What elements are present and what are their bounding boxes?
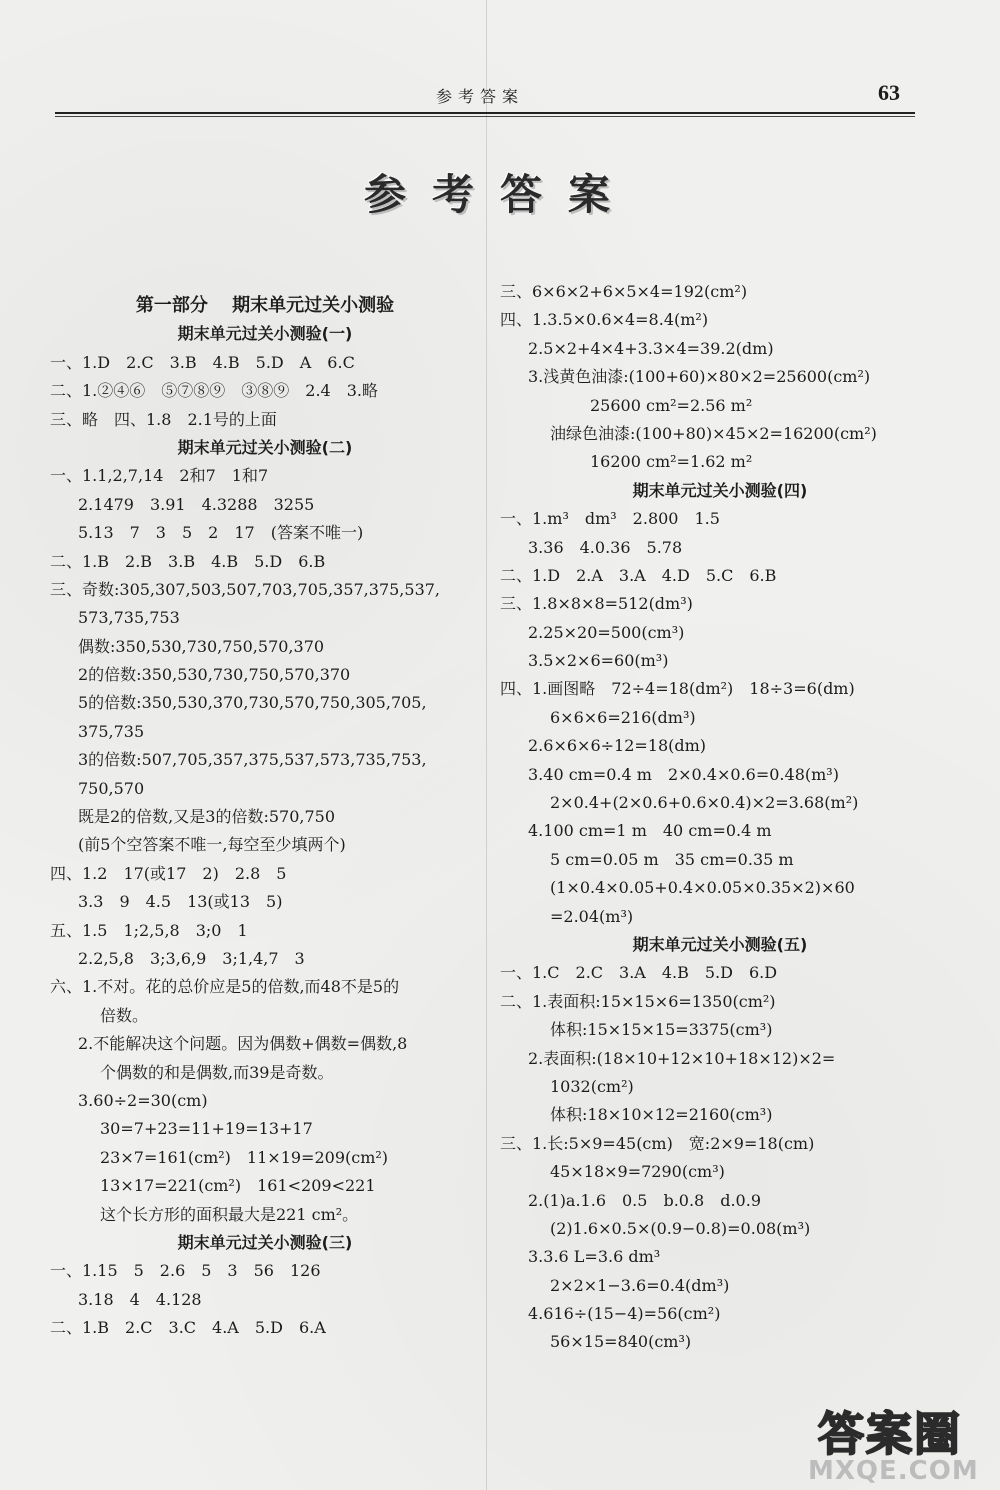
- watermark-logo: 答案圈: [818, 1407, 962, 1461]
- header-rule-thin: [55, 116, 915, 117]
- left-answer-line: 二、1.B 2.B 3.B 4.B 5.D 6.B: [50, 551, 326, 571]
- right-answer-line: 1032(cm²): [550, 1076, 634, 1096]
- left-answer-line: 3.60÷2=30(cm): [78, 1090, 208, 1110]
- left-answer-line: 二、1.B 2.C 3.C 4.A 5.D 6.A: [50, 1318, 326, 1338]
- right-answer-line: 45×18×9=7290(cm³): [550, 1162, 725, 1182]
- right-answer-line: (1×0.4×0.05+0.4×0.05×0.35×2)×60: [550, 878, 855, 898]
- right-answer-line: 3.36 4.0.36 5.78: [528, 537, 683, 557]
- right-column: [500, 278, 940, 1357]
- running-header: 参考答案: [435, 87, 524, 106]
- right-answer-line: 2×2×1−3.6=0.4(dm³): [550, 1275, 730, 1295]
- left-column: [50, 292, 480, 1342]
- right-answer-line: 四、1.画图略 72÷4=18(dm²) 18÷3=6(dm): [500, 679, 855, 699]
- left-answer-line: 30=7+23=11+19=13+17: [100, 1119, 313, 1139]
- right-answer-line: 25600 cm²=2.56 m²: [590, 395, 753, 415]
- left-answer-line: 既是2的倍数,又是3的倍数:570,750: [78, 807, 336, 827]
- right-answer-line: 2.(1)a.1.6 0.5 b.0.8 d.0.9: [528, 1190, 761, 1210]
- left-answer-line: 四、1.2 17(或17 2) 2.8 5: [50, 863, 287, 883]
- right-answer-line: 2.25×20=500(cm³): [528, 622, 685, 642]
- left-answer-line: 一、1.1,2,7,14 2和7 1和7: [50, 466, 269, 486]
- right-answer-line: 二、1.D 2.A 3.A 4.D 5.C 6.B: [500, 565, 777, 585]
- left-answer-line: 23×7=161(cm²) 11×19=209(cm²): [100, 1147, 389, 1167]
- left-answer-line: 偶数:350,530,730,750,570,370: [78, 636, 325, 656]
- right-answer-line: 体积:15×15×15=3375(cm³): [550, 1020, 773, 1040]
- right-answer-line: 4.100 cm=1 m 40 cm=0.4 m: [528, 821, 772, 841]
- page-number: 63: [878, 80, 900, 105]
- section-heading: 期末单元过关小测验(二): [177, 437, 353, 457]
- left-answer-line: 750,570: [78, 778, 145, 798]
- left-answer-line: 三、略 四、1.8 2.1号的上面: [50, 409, 277, 429]
- right-answer-line: 一、1.C 2.C 3.A 4.B 5.D 6.D: [500, 963, 778, 983]
- right-answer-line: 油绿色油漆:(100+80)×45×2=16200(cm²): [550, 423, 877, 443]
- left-answer-line: 3.18 4 4.128: [78, 1289, 202, 1309]
- left-answer-line: 3的倍数:507,705,357,375,537,573,735,753,: [78, 750, 427, 770]
- right-answer-line: 56×15=840(cm³): [550, 1332, 692, 1352]
- left-answer-line: 2.2,5,8 3;3,6,9 3;1,4,7 3: [78, 948, 305, 968]
- left-answer-line: 这个长方形的面积最大是221 cm²。: [100, 1204, 359, 1224]
- left-answer-line: 个偶数的和是偶数,而39是奇数。: [100, 1062, 334, 1082]
- header-rule: [55, 112, 915, 114]
- left-answer-line: 2的倍数:350,530,730,750,570,370: [78, 665, 351, 685]
- right-answer-line: 三、1.8×8×8=512(dm³): [500, 594, 693, 614]
- right-answer-line: 6×6×6=216(dm³): [550, 707, 696, 727]
- page-title: 参考答案: [363, 170, 636, 219]
- left-answer-line: 5的倍数:350,530,370,730,570,750,305,705,: [78, 693, 427, 713]
- right-answer-line: 5 cm=0.05 m 35 cm=0.35 m: [550, 849, 794, 869]
- left-answer-line: 倍数。: [100, 1005, 149, 1025]
- left-answer-line: 2.不能解决这个问题。因为偶数+偶数=偶数,8: [78, 1034, 408, 1054]
- section-heading: 期末单元过关小测验(三): [177, 1232, 353, 1252]
- left-answer-line: 2.1479 3.91 4.3288 3255: [78, 494, 315, 514]
- right-answer-line: 2.表面积:(18×10+12×10+18×12)×2=: [528, 1048, 836, 1068]
- left-answer-line: (前5个空答案不唯一,每空至少填两个): [78, 835, 346, 855]
- left-answer-line: 五、1.5 1;2,5,8 3;0 1: [50, 920, 248, 940]
- left-answer-line: 5.13 7 3 5 2 17 (答案不唯一): [78, 523, 364, 543]
- watermark-url: MXQE.COM: [808, 1456, 979, 1486]
- left-answer-line: 三、奇数:305,307,503,507,703,705,357,375,537,: [50, 579, 441, 599]
- section-heading: 期末单元过关小测验(四): [632, 480, 808, 500]
- right-answer-line: 二、1.表面积:15×15×6=1350(cm²): [500, 991, 776, 1011]
- right-answer-line: 2.6×6×6÷12=18(dm): [528, 736, 707, 756]
- right-answer-line: 3.浅黄色油漆:(100+60)×80×2=25600(cm²): [528, 367, 871, 387]
- left-answer-line: 一、1.15 5 2.6 5 3 56 126: [50, 1261, 321, 1281]
- right-answer-line: 体积:18×10×12=2160(cm³): [550, 1105, 773, 1125]
- section-heading: 期末单元过关小测验(五): [632, 934, 808, 954]
- right-answer-line: 四、1.3.5×0.6×4=8.4(m²): [500, 310, 709, 330]
- left-answer-line: 六、1.不对。花的总价应是5的倍数,而48不是5的: [50, 977, 400, 997]
- left-answer-line: 二、1.②④⑥ ⑤⑦⑧⑨ ③⑧⑨ 2.4 3.略: [50, 381, 378, 401]
- right-answer-line: 一、1.m³ dm³ 2.800 1.5: [500, 509, 720, 529]
- right-answer-line: =2.04(m³): [550, 906, 634, 926]
- right-answer-line: 2.5×2+4×4+3.3×4=39.2(dm): [528, 338, 774, 358]
- right-answer-line: 16200 cm²=1.62 m²: [590, 452, 753, 472]
- right-answer-line: 3.5×2×6=60(m³): [528, 651, 669, 671]
- right-answer-line: 三、6×6×2+6×5×4=192(cm²): [500, 282, 748, 301]
- right-answer-line: 3.3.6 L=3.6 dm³: [528, 1247, 661, 1267]
- right-answer-line: (2)1.6×0.5×(0.9−0.8)=0.08(m³): [550, 1218, 811, 1238]
- section-heading: 期末单元过关小测验(一): [177, 324, 353, 344]
- left-answer-line: 13×17=221(cm²) 161<209<221: [100, 1176, 376, 1196]
- part-heading: 第一部分 期末单元过关小测验: [135, 295, 395, 316]
- right-answer-line: 4.616÷(15−4)=56(cm²): [528, 1304, 721, 1324]
- page-fold-line: [486, 0, 487, 1490]
- right-answer-line: 2×0.4+(2×0.6+0.6×0.4)×2=3.68(m²): [550, 793, 859, 813]
- left-answer-line: 573,735,753: [78, 608, 180, 628]
- right-answer-line: 3.40 cm=0.4 m 2×0.4×0.6=0.48(m³): [528, 764, 839, 784]
- left-answer-line: 3.3 9 4.5 13(或13 5): [78, 892, 283, 912]
- left-answer-line: 375,735: [78, 721, 145, 741]
- left-answer-line: 一、1.D 2.C 3.B 4.B 5.D A 6.C: [50, 352, 355, 372]
- right-answer-line: 三、1.长:5×9=45(cm) 宽:2×9=18(cm): [500, 1133, 815, 1153]
- site-watermark: [808, 1398, 998, 1488]
